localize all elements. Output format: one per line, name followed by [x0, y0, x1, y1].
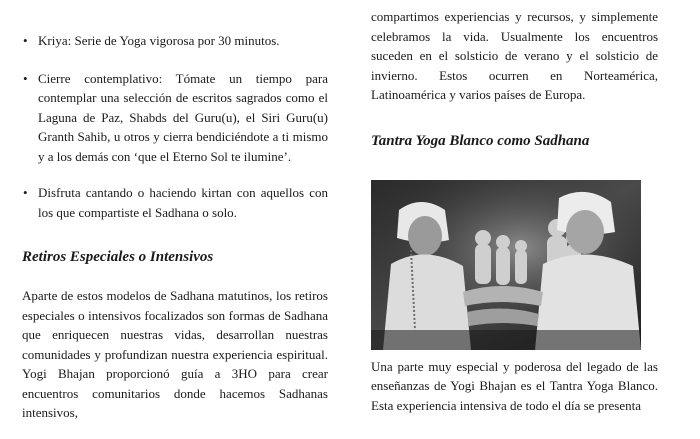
bullet-list [22, 0, 328, 222]
bullet-disfruta: • Disfruta cantando o haciendo kirtan con aquellos con los que compartiste el Sadhana o solo. [22, 183, 328, 222]
paragraph-retiros: Aparte de estos modelos de Sadhana matutinos, los retiros especiales o intensivos focalizados son formas de Sadhana que enriquecen nuestras vidas, desarrollan nuestras comunidades y profundizan nuestra experiencia espiritual. Yogi Bhajan proporcionó guía a 3HO para crear encuentros comunitarios donde hacemos Sadhanas intensivos, [22, 288, 328, 420]
bullet-kriya: • Kriya: Serie de Yoga vigorosa por 30 minutos. [22, 31, 328, 51]
paragraph-continuation: compartimos experiencias y recursos, y simplemente celebramos la vida. Usualmente los encuentros suceden en el solsticio de verano y el solsticio de invierno. Estos ocurren en Norteamérica, Latinoamérica y varios países de Europa. [371, 9, 658, 102]
left-column [22, 0, 328, 423]
bullet-cierre: • Cierre contemplativo: Tómate un tiempo para contemplar una selección de escritos sagrados como el Laguna de Paz, Shabds del Guru(u), el Siri Guru(u) Granth Sahib, u otros y cierra bendiciéndote a ti mismo y a los demás con ‘que el Eterno Sol te ilumine’. [22, 69, 328, 167]
photo-image [371, 180, 641, 350]
photo-tantra-yoga [371, 180, 641, 350]
section-heading-tantra: Tantra Yoga Blanco como Sadhana [371, 132, 590, 149]
section-heading-retiros: Retiros Especiales o Intensivos [22, 249, 214, 265]
paragraph-tantra: Una parte muy especial y poderosa del legado de las enseñanzas de Yogi Bhajan es el Tantra Yoga Blanco. Esta experiencia intensiva de todo el día se presenta [371, 358, 658, 413]
